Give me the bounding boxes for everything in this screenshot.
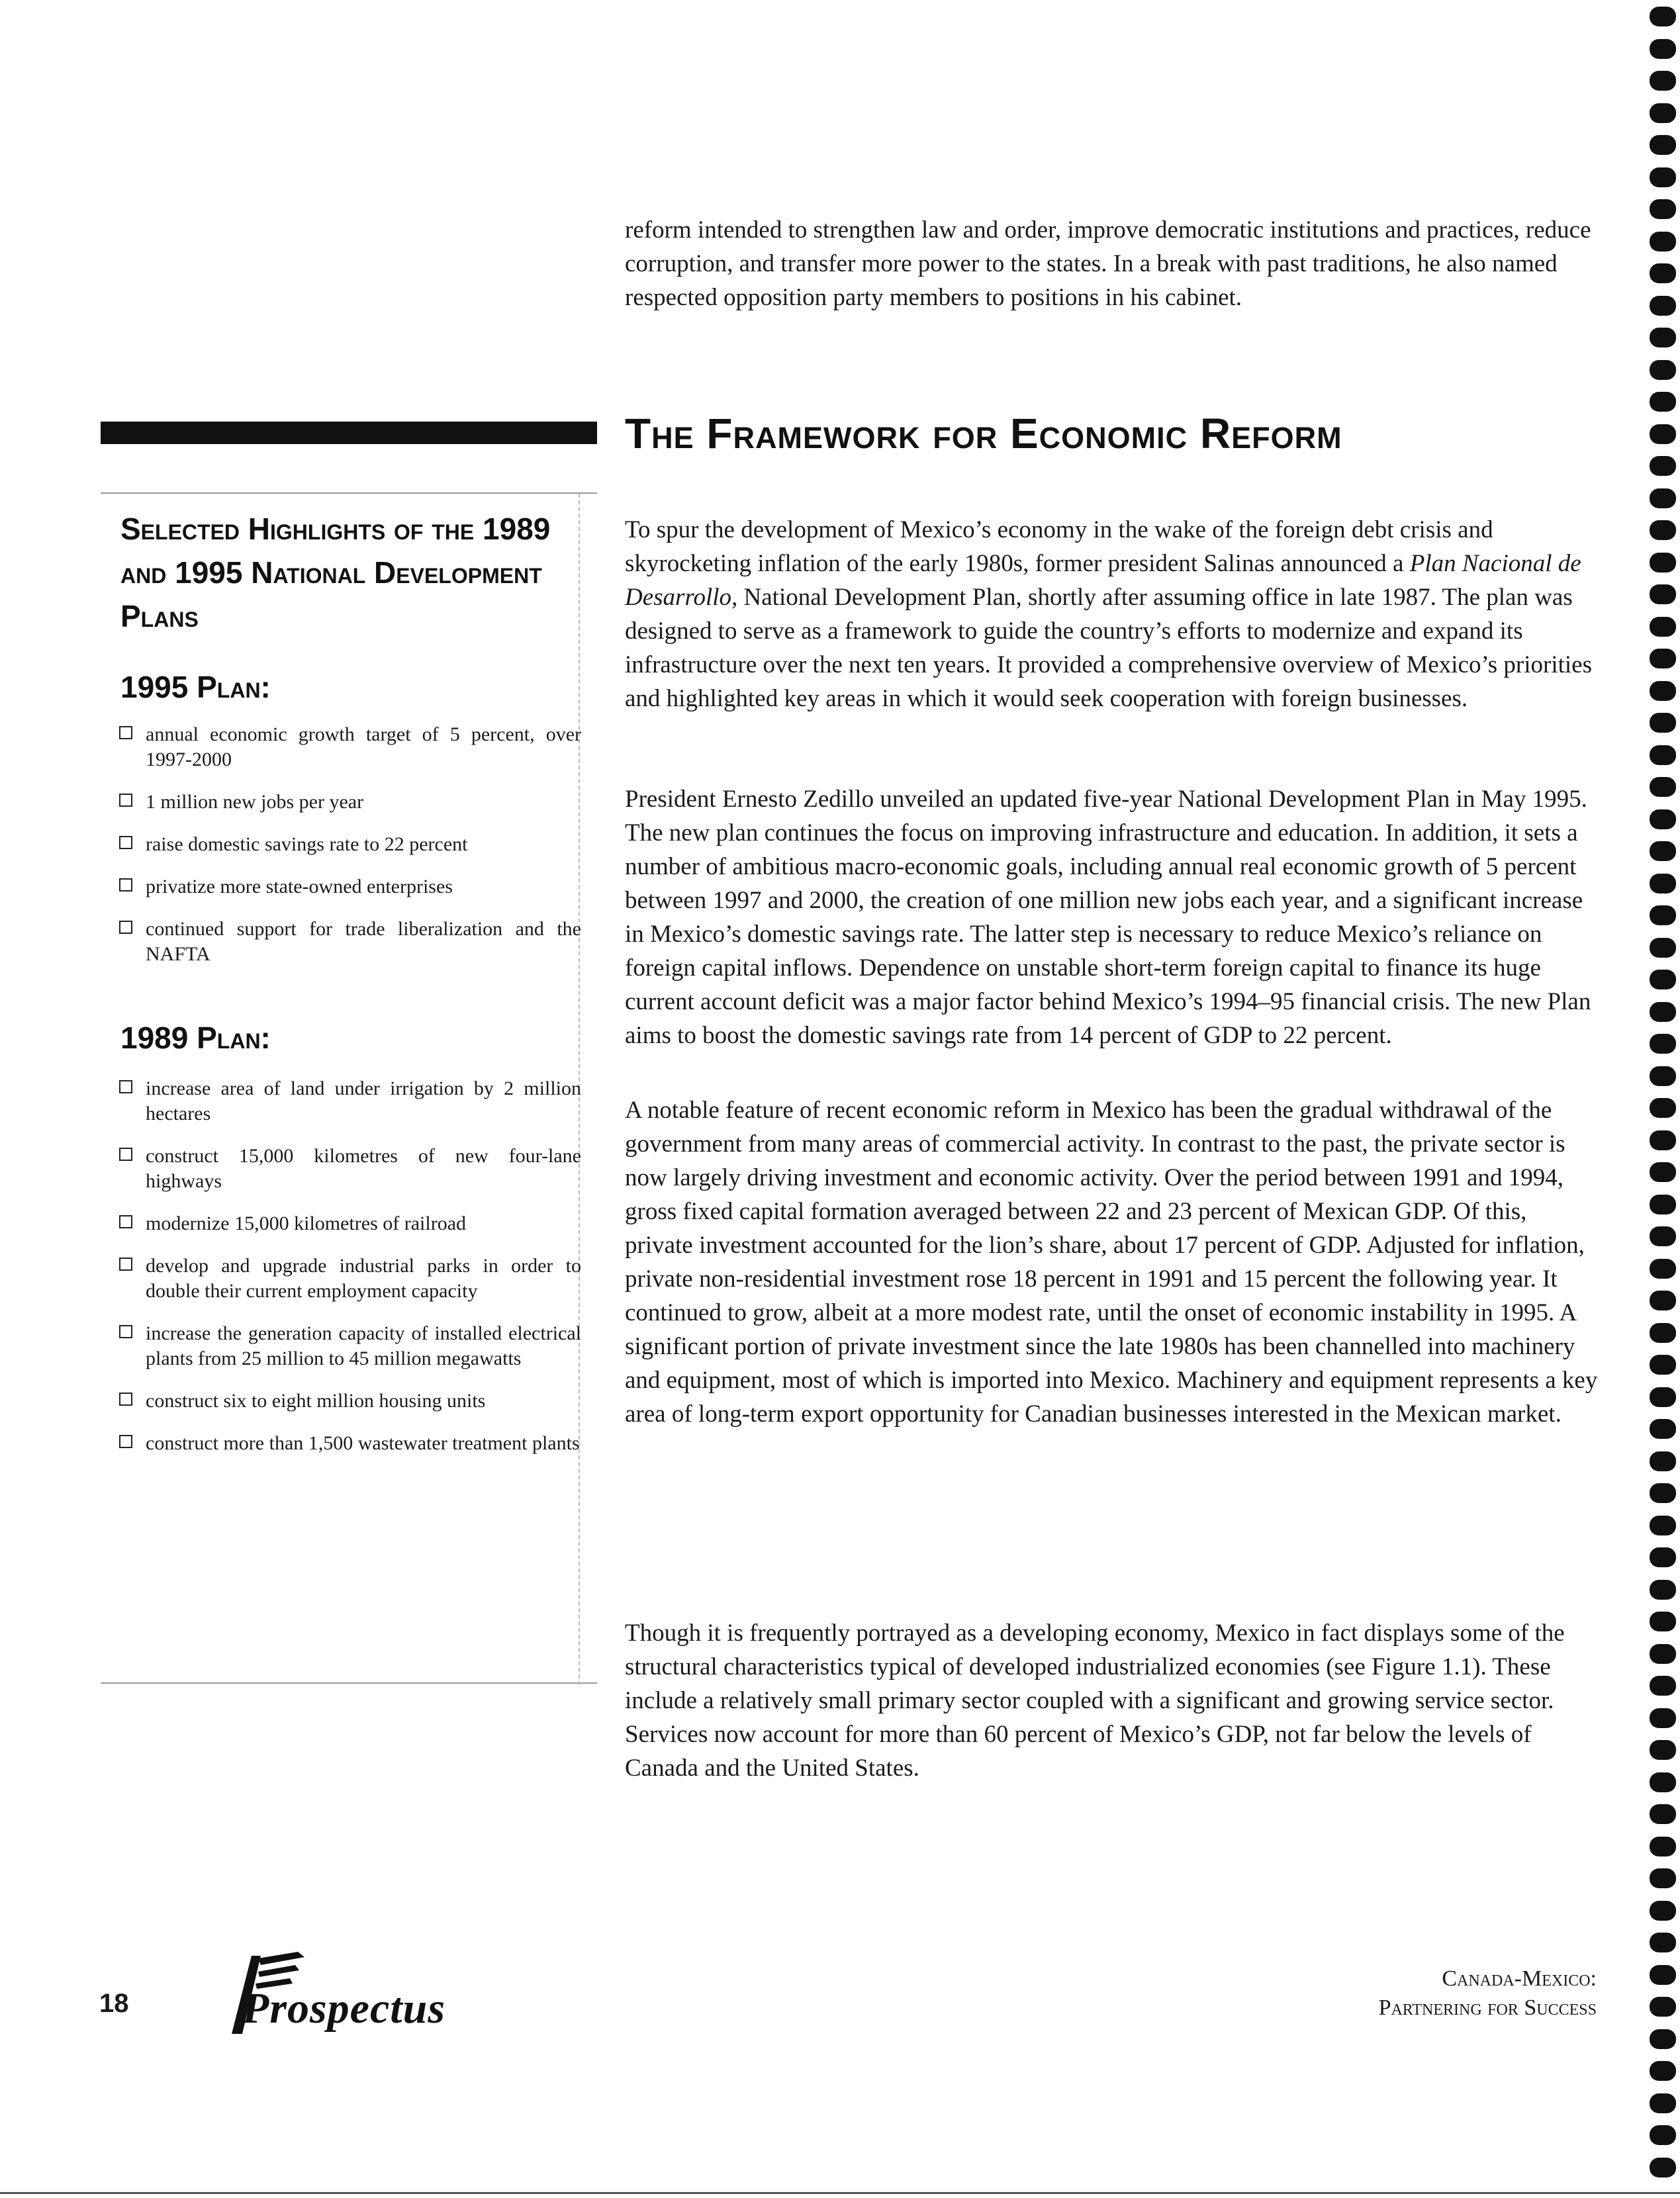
binding-hole: [1650, 2061, 1676, 2081]
list-item: [118, 1076, 581, 1126]
logo-wordmark: Prospectus: [242, 1984, 445, 2033]
page-number: 18: [99, 1989, 129, 2018]
checkbox-icon: [119, 878, 132, 892]
section-heading: The Framework for Economic Reform: [625, 410, 1342, 457]
binding-hole: [1650, 1098, 1676, 1118]
binding-hole: [1650, 681, 1676, 701]
checkbox-icon: [119, 1148, 132, 1161]
binding-hole: [1650, 1868, 1676, 1888]
binding-hole: [1650, 103, 1676, 123]
binding-hole: [1650, 1708, 1676, 1728]
binding-hole: [1650, 1772, 1676, 1792]
binding-hole: [1650, 1644, 1676, 1664]
binding-hole: [1650, 296, 1676, 316]
list-item-text: construct 15,000 kilometres of new four-lane highways: [146, 1145, 581, 1192]
checkbox-icon: [119, 1080, 132, 1093]
binding-hole: [1650, 809, 1676, 829]
binding-hole: [1650, 874, 1676, 893]
checkbox-icon: [119, 836, 132, 849]
binding-hole: [1650, 167, 1676, 187]
binding-hole: [1650, 938, 1676, 958]
binding-hole: [1650, 1387, 1676, 1407]
binding-hole: [1650, 263, 1676, 283]
binding-hole: [1650, 2093, 1676, 2113]
binding-hole: [1650, 488, 1676, 508]
binding-hole: [1650, 1130, 1676, 1150]
list-item-text: develop and upgrade industrial parks in order to double their current employment capacity: [146, 1255, 581, 1302]
binding-hole: [1650, 7, 1676, 26]
binding-hole: [1650, 584, 1676, 604]
list-item-text: construct six to eight million housing units: [146, 1390, 486, 1412]
binding-hole: [1650, 135, 1676, 155]
list-item-text: raise domestic savings rate to 22 percent: [146, 833, 468, 855]
list-item-text: 1 million new jobs per year: [146, 791, 364, 813]
list-item: [118, 1144, 581, 1194]
checkbox-icon: [119, 1215, 132, 1228]
binding-hole: [1650, 360, 1676, 380]
p1-text-a: To spur the development of Mexico’s economy in the wake of the foreign debt crisis and skyrocketing inflation of the early 1980s, former president Salinas announced a: [625, 516, 1493, 577]
highlights-sidebar: [101, 492, 597, 1684]
list-item: [118, 1431, 581, 1456]
binding-hole: [1650, 328, 1676, 347]
list-item: [118, 917, 581, 967]
list-item: [118, 790, 581, 815]
binding-hole: [1650, 392, 1676, 412]
binding-hole: [1650, 777, 1676, 797]
binding-hole: [1650, 232, 1676, 252]
body-paragraph-4: Though it is frequently portrayed as a developing economy, Mexico in fact displays some of the structural characteristics typical of developed industrialized economies (see Figure 1.1). These include a relatively small primary sector coupled with a significant and growing service sector. Services now account for more than 60 percent of Mexico’s GDP, not far below the levels of Canada and the United States.: [625, 1620, 1565, 1782]
body-paragraph-1: [625, 513, 1598, 715]
binding-hole: [1650, 617, 1676, 637]
checkbox-icon: [119, 921, 132, 934]
binding-hole: [1650, 1483, 1676, 1503]
intro-paragraph: reform intended to strengthen law and order, improve democratic institutions and practices, reduce corruption, and transfer more power to the states. In a break with past traditions, he also named respected opposition party members to positions in his cabinet.: [625, 216, 1591, 311]
binding-hole: [1650, 1259, 1676, 1279]
prospectus-logo: [205, 1943, 477, 2042]
binding-hole: [1650, 1066, 1676, 1086]
checkbox-icon: [119, 726, 132, 739]
binding-hole: [1650, 520, 1676, 540]
list-item: [118, 832, 581, 857]
body-paragraph-3: A notable feature of recent economic reform in Mexico has been the gradual withdrawal of the government from many areas of commercial activity. In contrast to the past, the private sector is now largely driving investment and economic activity. Over the period between 1991 and 1994, gross fixed capital formation averaged between 22 and 23 percent of Mexican GDP. Of this, private investment accounted for the lion’s share, about 17 percent of GDP. Adjusted for inflation, private non-residential investment rose 18 percent in 1991 and 15 percent the following year. It continued to grow, albeit at a more modest rate, until the onset of economic instability in 1995. A significant portion of private investment since the late 1980s has been channelled into machinery and equipment, most of which is imported into Mexico. Machinery and equipment represents a key area of long-term export opportunity for Canadian businesses interested in the Mexican market.: [625, 1097, 1598, 1428]
binding-hole: [1650, 456, 1676, 476]
binding-hole: [1650, 1355, 1676, 1375]
binding-hole: [1650, 2029, 1676, 2049]
binding-hole: [1650, 905, 1676, 925]
binding-hole: [1650, 1002, 1676, 1022]
binding-hole: [1650, 1451, 1676, 1471]
list-item-text: continued support for trade liberalization and the NAFTA: [146, 918, 581, 965]
binding-hole: [1650, 39, 1676, 59]
sidebar-title: Selected Highlights of the 1989 and 1995 National Development Plans: [120, 512, 551, 633]
binding-hole: [1650, 2158, 1676, 2177]
list-item: [118, 722, 581, 772]
binding-hole: [1650, 1997, 1676, 2017]
plan-1995-list: [118, 722, 581, 984]
list-item-text: modernize 15,000 kilometres of railroad: [146, 1213, 467, 1234]
binding-hole: [1650, 1162, 1676, 1182]
binding-hole: [1650, 1195, 1676, 1214]
plan-1995-heading: 1995 Plan:: [120, 670, 271, 704]
binding-hole: [1650, 199, 1676, 219]
bottom-rule: [0, 2192, 1680, 2194]
list-item: [118, 874, 581, 899]
checkbox-icon: [119, 1393, 132, 1406]
list-item-text: increase area of land under irrigation by 2 million hectares: [146, 1077, 581, 1124]
binding-hole: [1650, 649, 1676, 668]
binding-hole: [1650, 71, 1676, 91]
binding-hole: [1650, 1034, 1676, 1054]
plan-1989-heading: 1989 Plan:: [120, 1021, 271, 1055]
list-item: [118, 1321, 581, 1371]
sidebar-header-bar: [101, 422, 597, 444]
checkbox-icon: [119, 1435, 132, 1448]
binding-hole: [1650, 1965, 1676, 1985]
binding-hole: [1650, 713, 1676, 733]
p1-text-b: National Development Plan, shortly after assuming office in late 1987. The plan was designed to serve as a framework to guide the country’s efforts to modernize and expand its infrastructure over the next ten years. It provided a comprehensive overview of Mexico’s priorities and highlighted key areas in which it would seek cooperation with foreign businesses.: [625, 584, 1592, 712]
binding-hole: [1650, 553, 1676, 572]
checkbox-icon: [119, 1325, 132, 1338]
binding-hole: [1650, 1837, 1676, 1856]
body-paragraph-2: President Ernesto Zedillo unveiled an updated five-year National Development Plan in May 1995. The new plan continues the focus on improving infrastructure and education. In addition, it sets a number of ambitious macro-economic goals, including annual real economic growth of 5 percent between 1997 and 2000, the creation of one million new jobs each year, and a significant increase in Mexico’s domestic savings rate. The latter step is necessary to reduce Mexico’s reliance on foreign capital inflows. Dependence on unstable short-term foreign capital to finance its huge current account deficit was a major factor behind Mexico’s 1994–95 financial crisis. The new Plan aims to boost the domestic savings rate from 14 percent of GDP to 22 percent.: [625, 786, 1591, 1049]
binding-hole: [1650, 841, 1676, 861]
binding-hole: [1650, 2125, 1676, 2145]
binding-hole: [1650, 1516, 1676, 1535]
binding-hole: [1650, 1547, 1676, 1567]
plan-name-italic: Plan Nacional de Desarrollo,: [625, 550, 1581, 611]
checkbox-icon: [119, 1258, 132, 1271]
publication-title: [1379, 1964, 1597, 2023]
binding-hole: [1650, 1901, 1676, 1921]
binding-hole: [1650, 970, 1676, 989]
list-item-text: privatize more state-owned enterprises: [146, 876, 453, 897]
list-item: [118, 1254, 581, 1304]
list-item-text: increase the generation capacity of installed electrical plants from 25 million to 45 million megawatts: [146, 1322, 581, 1369]
publication-title-line-2: Partnering for Success: [1378, 1995, 1597, 2020]
checkbox-icon: [119, 794, 132, 807]
binding-hole: [1650, 1676, 1676, 1696]
binding-hole: [1650, 1419, 1676, 1439]
binding-hole: [1650, 1933, 1676, 1952]
binding-hole: [1650, 1740, 1676, 1760]
binding-hole: [1650, 1291, 1676, 1310]
binding-hole: [1650, 745, 1676, 765]
binding-hole: [1650, 424, 1676, 444]
publication-title-line-1: Canada-Mexico:: [1442, 1966, 1597, 1991]
binding-hole: [1650, 1226, 1676, 1246]
list-item-text: construct more than 1,500 wastewater treatment plants: [146, 1432, 580, 1454]
list-item: [118, 1211, 581, 1236]
binding-hole: [1650, 1612, 1676, 1631]
binding-hole: [1650, 1804, 1676, 1824]
binding-hole: [1650, 1323, 1676, 1343]
binding-holes: [1650, 0, 1680, 2198]
sidebar-frame: [101, 494, 580, 1685]
binding-hole: [1650, 1580, 1676, 1600]
plan-1989-list: [118, 1076, 581, 1473]
list-item-text: annual economic growth target of 5 percent, over 1997-2000: [146, 723, 581, 770]
list-item: [118, 1389, 581, 1414]
